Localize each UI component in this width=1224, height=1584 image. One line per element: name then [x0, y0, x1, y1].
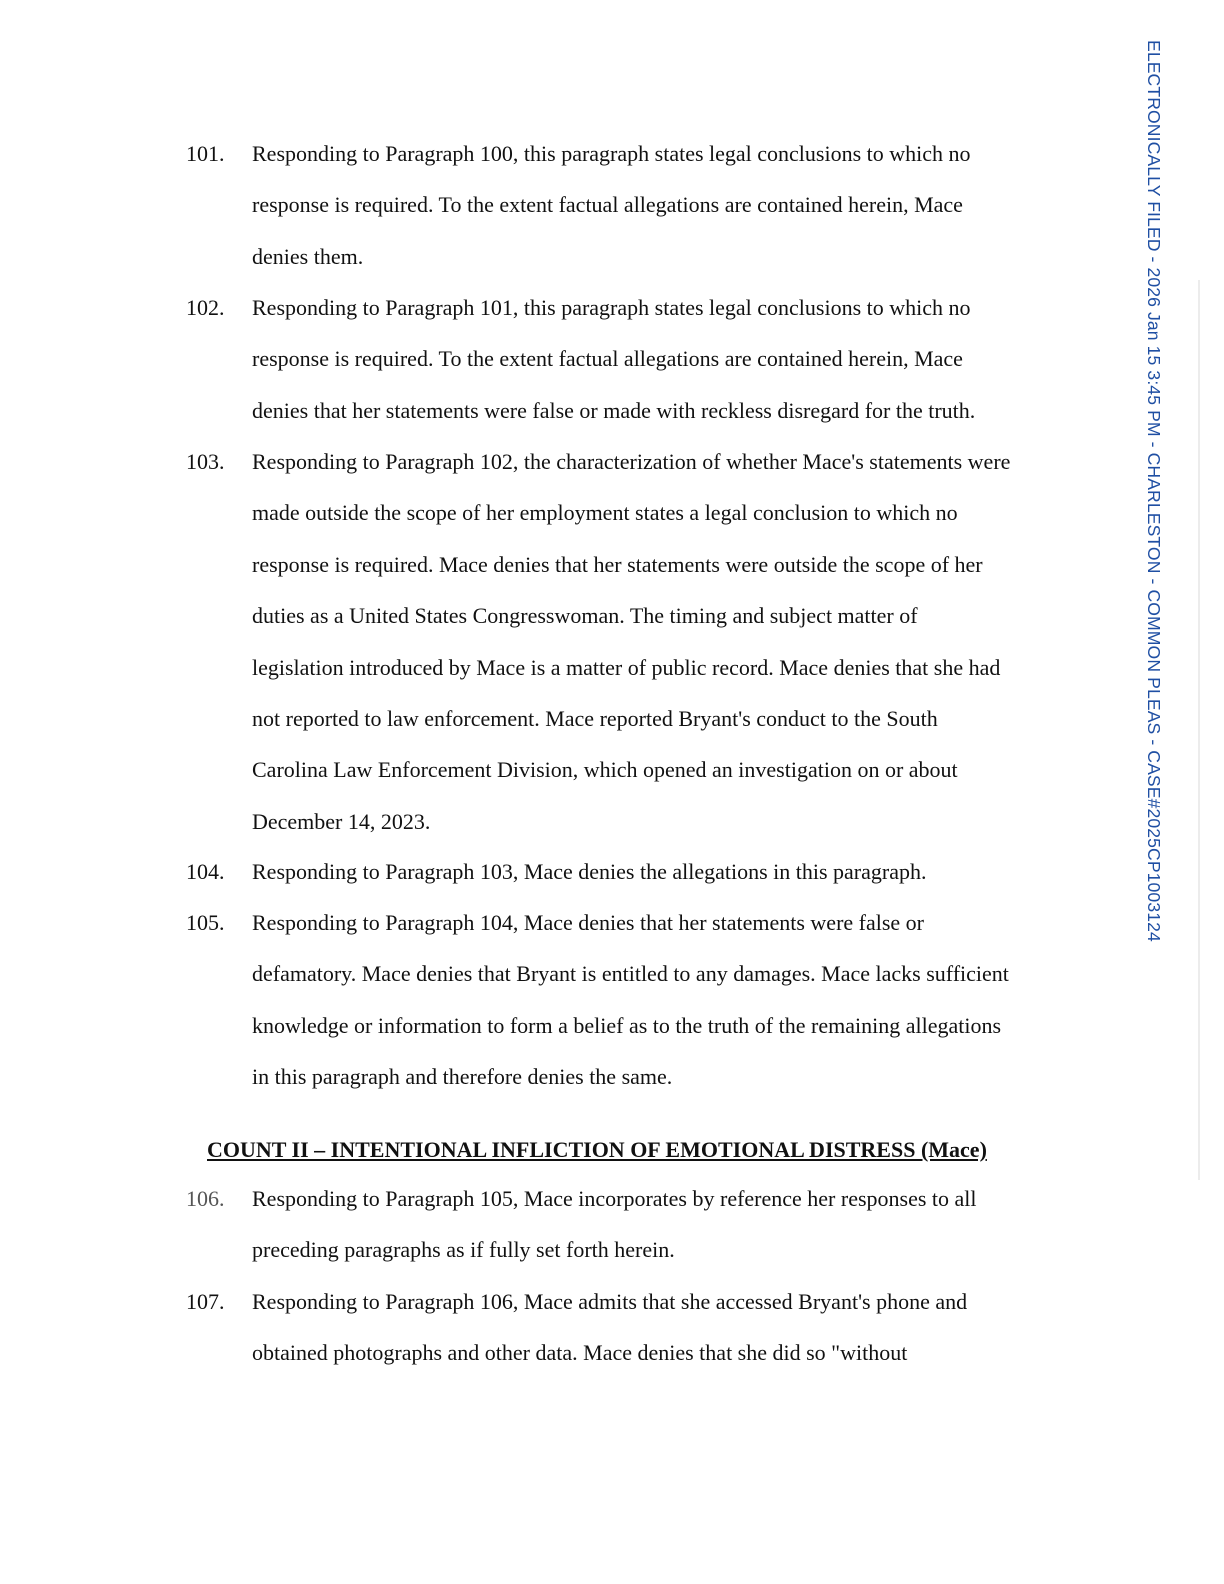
text-line: denies that her statements were false or made with reckless disregard for the truth.	[252, 397, 976, 423]
paragraph-text	[252, 1173, 1042, 1276]
text-line: response is required. To the extent factual allegations are contained herein, Mace	[252, 192, 963, 218]
paragraph-number: 106.	[186, 1186, 225, 1211]
text-line: made outside the scope of her employment states a legal conclusion to which no	[252, 500, 958, 526]
paragraph-text	[252, 897, 1042, 1103]
text-line: response is required. Mace denies that her statements were outside the scope of her	[252, 551, 983, 577]
paragraph-text	[252, 1276, 1042, 1379]
text-line: Responding to Paragraph 102, the characterization of whether Mace's statements were	[252, 449, 1011, 474]
text-line: denies them.	[252, 243, 364, 269]
page-edge-divider	[1198, 280, 1200, 1180]
text-line: Responding to Paragraph 105, Mace incorporates by reference her responses to all	[252, 1186, 977, 1211]
paragraph-number: 102.	[186, 295, 225, 320]
text-line: Carolina Law Enforcement Division, which opened an investigation on or about	[252, 757, 958, 783]
paragraph-text	[252, 282, 1042, 436]
electronic-filing-stamp	[1130, 40, 1170, 1050]
paragraph-number: 105.	[186, 910, 225, 935]
paragraph-number: 107.	[186, 1289, 225, 1314]
text-line: Responding to Paragraph 100, this paragraph states legal conclusions to which no	[252, 141, 971, 166]
text-line: response is required. To the extent factual allegations are contained herein, Mace	[252, 346, 963, 372]
paragraph-number: 103.	[186, 449, 225, 474]
text-line: in this paragraph and therefore denies the same.	[252, 1064, 673, 1090]
paragraph-text	[252, 846, 1042, 897]
filing-stamp-text: ELECTRONICALLY FILED - 2026 Jan 15 3:45 PM - CHARLESTON - COMMON PLEAS - CASE#2025CP1003124	[1144, 40, 1164, 942]
text-line: preceding paragraphs as if fully set forth herein.	[252, 1237, 675, 1263]
text-line: Responding to Paragraph 104, Mace denies that her statements were false or	[252, 910, 925, 935]
text-line: December 14, 2023.	[252, 808, 431, 834]
paragraph-text	[252, 128, 1042, 282]
paragraph-number: 101.	[186, 141, 225, 166]
text-line: defamatory. Mace denies that Bryant is entitled to any damages. Mace lacks sufficient	[252, 961, 1009, 987]
text-line: Responding to Paragraph 106, Mace admits that she accessed Bryant's phone and	[252, 1289, 968, 1314]
section-heading: COUNT II – INTENTIONAL INFLICTION OF EMOTIONAL DISTRESS (Mace)	[207, 1137, 987, 1162]
paragraph-number: 104.	[186, 859, 225, 884]
text-line: not reported to law enforcement. Mace reported Bryant's conduct to the South	[252, 705, 938, 731]
text-line: obtained photographs and other data. Mace denies that she did so "without	[252, 1340, 908, 1366]
text-line: duties as a United States Congresswoman. The timing and subject matter of	[252, 603, 918, 629]
text-line: Responding to Paragraph 103, Mace denies the allegations in this paragraph.	[252, 859, 927, 884]
paragraph-text	[252, 436, 1042, 847]
text-line: Responding to Paragraph 101, this paragraph states legal conclusions to which no	[252, 295, 971, 320]
text-line: legislation introduced by Mace is a matter of public record. Mace denies that she had	[252, 654, 1001, 680]
text-line: knowledge or information to form a belief as to the truth of the remaining allegations	[252, 1012, 1002, 1038]
